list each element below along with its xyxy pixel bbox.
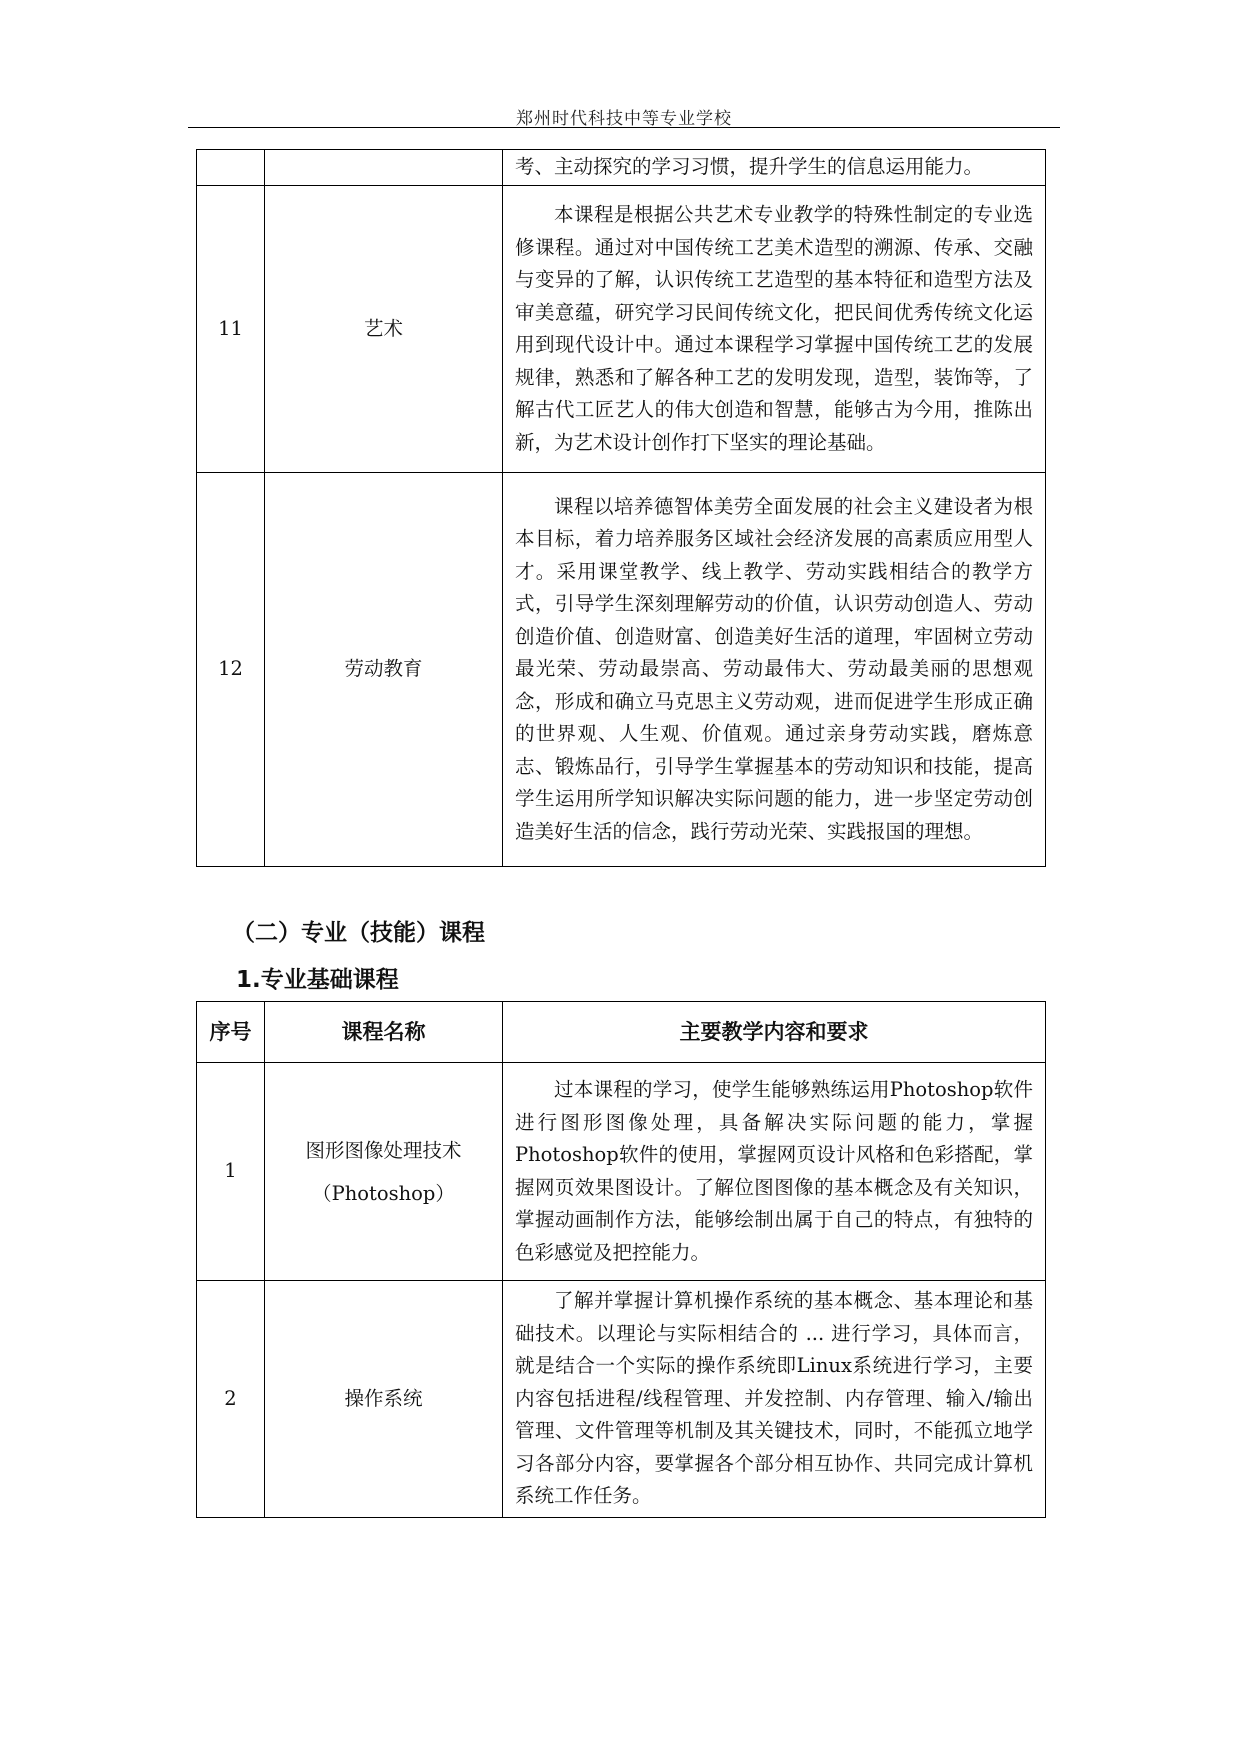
table-row	[197, 1063, 1046, 1281]
column-header-name: 课程名称	[265, 1002, 503, 1063]
professional-course-table	[196, 1001, 1046, 1518]
course-description-cell	[503, 1063, 1046, 1281]
row-number-cell: 12	[197, 473, 265, 867]
course-name-cell: 艺术	[265, 186, 503, 473]
course-name-cell	[265, 150, 503, 186]
course-name-cell: 劳动教育	[265, 473, 503, 867]
course-name: 图形图像处理技术	[305, 1138, 462, 1162]
course-description-cell	[503, 186, 1046, 473]
table-row	[197, 150, 1046, 186]
course-description-text: 过本课程的学习，使学生能够熟练运用Photoshop软件进行图形图像处理，具备解决实际问题的能力，掌握Photoshop软件的使用，掌握网页设计风格和色彩搭配，掌握网页效果图设计。了解位图图像的基本概念及有关知识，掌握动画制作方法，能够绘制出属于自己的特点，有独特的色彩感觉及把控能力。	[515, 1078, 1033, 1264]
section-title: （二）专业（技能）课程	[232, 920, 485, 946]
page-header-title: 郑州时代科技中等专业学校	[516, 109, 732, 129]
table-header-row	[197, 1002, 1046, 1063]
row-number-cell: 11	[197, 186, 265, 473]
table-row	[197, 473, 1046, 867]
course-description-cell	[503, 473, 1046, 867]
header-divider	[188, 127, 1060, 128]
row-number-cell: 2	[197, 1281, 265, 1518]
row-number-cell	[197, 150, 265, 186]
course-table-continued	[196, 149, 1046, 867]
table-row	[197, 1281, 1046, 1518]
course-name-cell	[265, 1063, 503, 1281]
course-description-text: 本课程是根据公共艺术专业教学的特殊性制定的专业选修课程。通过对中国传统工艺美术造型的溯源、传承、交融与变异的了解，认识传统工艺造型的基本特征和造型方法及审美意蕴，研究学习民间传统文化，把民间优秀传统文化运用到现代设计中。通过本课程学习掌握中国传统工艺的发展规律，熟悉和了解各种工艺的发明发现，造型，装饰等，了解古代工匠艺人的伟大创造和智慧，能够古为今用，推陈出新，为艺术设计创作打下坚实的理论基础。	[515, 203, 1033, 454]
course-description-text: 课程以培养德智体美劳全面发展的社会主义建设者为根本目标，着力培养服务区域社会经济发展的高素质应用型人才。采用课堂教学、线上教学、劳动实践相结合的教学方式，引导学生深刻理解劳动的价值，认识劳动创造人、劳动创造价值、创造财富、创造美好生活的道理，牢固树立劳动最光荣、劳动最崇高、劳动最伟大、劳动最美丽的思想观念，形成和确立马克思主义劳动观，进而促进学生形成正确的世界观、人生观、价值观。通过亲身劳动实践，磨炼意志、锻炼品行，引导学生掌握基本的劳动知识和技能，提高学生运用所学知识解决实际问题的能力，进一步坚定劳动创造美好生活的信念，践行劳动光荣、实践报国的理想。	[515, 494, 1033, 843]
course-description-text: 了解并掌握计算机操作系统的基本概念、基本理论和基础技术。以理论与实际相结合的 ... 进行学习，具体而言，就是结合一个实际的操作系统即Linux系统进行学习，主要内容包括进程/线程管理、并发控制、内存管理、输入/输出管理、文件管理等机制及其关键技术，同时，不能孤立地学习各部分内容，要掌握各个部分相互协作、共同完成计算机系统工作任务。	[515, 1289, 1033, 1508]
column-header-number: 序号	[197, 1002, 265, 1063]
course-description-cell	[503, 1281, 1046, 1518]
row-number-cell: 1	[197, 1063, 265, 1281]
column-header-content: 主要教学内容和要求	[503, 1002, 1046, 1063]
table-row	[197, 186, 1046, 473]
course-name-subtitle: （Photoshop）	[312, 1181, 455, 1205]
course-name-cell: 操作系统	[265, 1281, 503, 1518]
subsection-title: 1.专业基础课程	[236, 967, 399, 993]
course-description-cell: 考、主动探究的学习习惯，提升学生的信息运用能力。	[503, 150, 1046, 186]
